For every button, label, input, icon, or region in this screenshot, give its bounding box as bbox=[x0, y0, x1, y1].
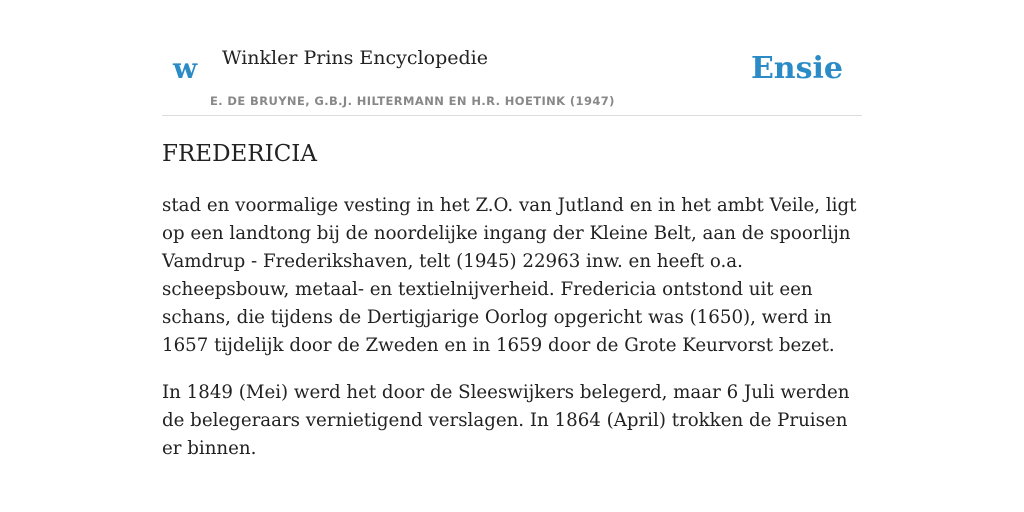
ensie-logo-link[interactable]: Ensie bbox=[750, 51, 843, 86]
page-header bbox=[162, 0, 862, 116]
page-container bbox=[162, 0, 862, 459]
publication-logo[interactable]: w bbox=[173, 52, 198, 85]
publication-authors: E. DE BRUYNE, G.B.J. HILTERMANN EN H.R. HOETINK (1947) bbox=[210, 94, 615, 108]
article-title: FREDERICIA bbox=[162, 141, 317, 167]
article-paragraph: In 1849 (Mei) werd het door de Sleeswijkers belegerd, maar 6 Juli werden de belegeraars vernietigend verslagen. In 1864 (April) trokken de Pruisen er binnen. bbox=[162, 382, 850, 459]
article-body bbox=[162, 192, 862, 482]
article-paragraph: stad en voormalige vesting in het Z.O. van Jutland en in het ambt Veile, ligt op een landtong bij de noordelijke ingang der Kleine Belt, aan de spoorlijn Vamdrup - Frederikshaven, telt (1945) 22963 inw. en heeft o.a. scheepsbouw, metaal- en textielnijverheid. Fredericia ontstond uit een schans, die tijdens de Dertigjarige Oorlog opgericht was (1650), werd in 1657 tijdelijk door de Zweden en in 1659 door de Grote Keurvorst bezet. bbox=[162, 195, 857, 356]
publication-title[interactable]: Winkler Prins Encyclopedie bbox=[222, 47, 488, 69]
